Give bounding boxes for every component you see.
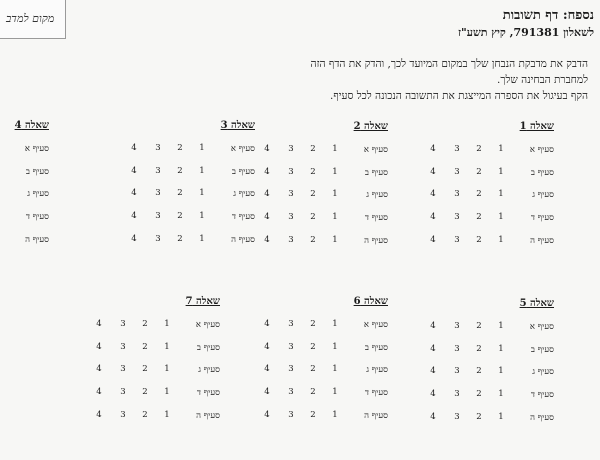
answer-option-2[interactable]: 2 — [310, 144, 316, 154]
item-label: סעיף ה — [364, 236, 388, 246]
answer-option-4[interactable]: 4 — [430, 167, 436, 177]
question-block-2 — [248, 121, 388, 251]
answer-option-1[interactable]: 1 — [332, 387, 338, 397]
item-label: סעיף ה — [364, 411, 388, 421]
instruction-circle: הקף בעיגול את הספרה המייצגת את התשובה הנכונה לכל סעיף. — [329, 90, 588, 102]
answer-option-4[interactable]: 4 — [131, 234, 137, 244]
answer-option-2[interactable]: 2 — [310, 387, 316, 397]
answer-row — [414, 389, 554, 405]
answer-option-3[interactable]: 3 — [288, 364, 294, 374]
item-label: סעיף א — [230, 144, 255, 154]
answer-row — [248, 235, 388, 251]
answer-option-3[interactable]: 3 — [454, 389, 460, 399]
answer-option-3[interactable]: 3 — [288, 189, 294, 199]
answer-option-2[interactable]: 2 — [476, 389, 482, 399]
answer-option-1[interactable]: 1 — [332, 189, 338, 199]
answer-row — [248, 387, 388, 403]
item-label: סעיף ג — [366, 190, 388, 200]
answer-option-4[interactable]: 4 — [131, 211, 137, 221]
answer-option-1[interactable]: 1 — [164, 410, 170, 420]
answer-option-2[interactable]: 2 — [177, 166, 183, 176]
answer-option-2[interactable]: 2 — [142, 342, 148, 352]
answer-option-3[interactable]: 3 — [120, 387, 126, 397]
question-title: שאלה 6 — [353, 296, 388, 307]
question-block-1 — [414, 121, 554, 251]
question-title: שאלה 2 — [353, 121, 388, 132]
answer-row — [414, 189, 554, 205]
item-label: סעיף ב — [364, 168, 388, 178]
answer-option-2[interactable]: 2 — [476, 212, 482, 222]
answer-option-4[interactable]: 4 — [264, 212, 270, 222]
answer-row — [414, 321, 554, 337]
answer-option-2[interactable]: 2 — [476, 321, 482, 331]
answer-row — [80, 387, 220, 403]
answer-option-4[interactable]: 4 — [131, 166, 137, 176]
answer-option-2[interactable]: 2 — [142, 387, 148, 397]
answer-option-1[interactable]: 1 — [332, 167, 338, 177]
item-label: סעיף ד — [25, 212, 49, 222]
answer-option-3[interactable]: 3 — [454, 366, 460, 376]
answer-row — [0, 143, 49, 159]
item-label: סעיף ב — [196, 343, 220, 353]
sticker-placeholder-label: מקום למדב — [6, 12, 55, 25]
answer-row — [80, 410, 220, 426]
answer-option-4[interactable]: 4 — [264, 189, 270, 199]
question-block-6 — [248, 296, 388, 426]
answer-row — [0, 211, 49, 227]
question-title: שאלה 1 — [519, 121, 554, 132]
answer-option-3[interactable]: 3 — [454, 189, 460, 199]
item-label: סעיף ה — [25, 235, 49, 245]
answer-option-2[interactable]: 2 — [142, 364, 148, 374]
answer-option-1[interactable] — [0, 188, 1, 198]
answer-row — [0, 234, 49, 250]
answer-option-1[interactable]: 1 — [199, 188, 205, 198]
answer-option-1[interactable]: 1 — [498, 344, 504, 354]
answer-option-2[interactable]: 2 — [310, 410, 316, 420]
item-label: סעיף ב — [231, 167, 255, 177]
answer-option-4[interactable]: 4 — [264, 342, 270, 352]
answer-option-2[interactable]: 2 — [142, 319, 148, 329]
answer-option-1[interactable]: 1 — [498, 167, 504, 177]
question-title: שאלה 7 — [185, 296, 220, 307]
instruction-sticker: הדבק את מדבקת הנבחן שלך במקום המיועד לכך, והדק את הדף הזה למחברת הבחינה שלך. — [310, 58, 588, 86]
question-title: שאלה 3 — [220, 120, 255, 131]
answer-option-1[interactable]: 1 — [332, 342, 338, 352]
answer-row — [115, 211, 255, 227]
answer-option-2[interactable]: 2 — [310, 342, 316, 352]
answer-row — [414, 344, 554, 360]
item-label: סעיף ה — [231, 235, 255, 245]
answer-option-3[interactable]: 3 — [454, 321, 460, 331]
answer-option-1[interactable] — [0, 166, 1, 176]
answer-option-1[interactable]: 1 — [332, 235, 338, 245]
answer-option-3[interactable]: 3 — [454, 235, 460, 245]
answer-option-4[interactable]: 4 — [264, 144, 270, 154]
answer-row — [80, 364, 220, 380]
answer-option-4[interactable]: 4 — [264, 364, 270, 374]
answer-option-4[interactable]: 4 — [96, 319, 102, 329]
answer-row — [0, 188, 49, 204]
sticker-placeholder — [0, 0, 66, 39]
answer-option-3[interactable]: 3 — [288, 144, 294, 154]
item-label: סעיף א — [363, 145, 388, 155]
answer-option-1[interactable] — [0, 211, 1, 221]
answer-option-1[interactable]: 1 — [498, 412, 504, 422]
answer-option-4[interactable]: 4 — [430, 366, 436, 376]
answer-option-1[interactable]: 1 — [164, 387, 170, 397]
answer-option-3[interactable]: 3 — [120, 319, 126, 329]
item-label: סעיף ד — [364, 388, 388, 398]
answer-option-4[interactable]: 4 — [430, 321, 436, 331]
answer-option-4[interactable]: 4 — [131, 143, 137, 153]
answer-row — [80, 319, 220, 335]
item-label: סעיף ד — [530, 213, 554, 223]
answer-option-4[interactable]: 4 — [264, 410, 270, 420]
answer-option-2[interactable]: 2 — [476, 167, 482, 177]
answer-option-3[interactable]: 3 — [288, 387, 294, 397]
answer-option-3[interactable]: 3 — [120, 342, 126, 352]
question-block-5 — [414, 298, 554, 428]
answer-option-3[interactable]: 3 — [454, 212, 460, 222]
answer-option-4[interactable]: 4 — [96, 364, 102, 374]
answer-option-1[interactable]: 1 — [332, 410, 338, 420]
item-label: סעיף א — [529, 322, 554, 332]
answer-option-4[interactable]: 4 — [264, 167, 270, 177]
answer-option-3[interactable]: 3 — [120, 364, 126, 374]
item-label: סעיף ג — [198, 365, 220, 375]
answer-option-3[interactable]: 3 — [155, 166, 161, 176]
item-label: סעיף ב — [364, 343, 388, 353]
item-label: סעיף ב — [25, 167, 49, 177]
answer-option-1[interactable]: 1 — [498, 212, 504, 222]
answer-row — [248, 364, 388, 380]
answer-option-3[interactable]: 3 — [288, 167, 294, 177]
answer-option-2[interactable]: 2 — [310, 235, 316, 245]
item-label: סעיף ה — [196, 411, 220, 421]
answer-option-3[interactable]: 3 — [155, 211, 161, 221]
page-title: נספח: דף תשובות — [502, 8, 594, 23]
answer-option-1[interactable]: 1 — [332, 364, 338, 374]
item-label: סעיף א — [195, 320, 220, 330]
answer-row — [248, 167, 388, 183]
answer-row — [414, 235, 554, 251]
answer-option-2[interactable]: 2 — [476, 189, 482, 199]
item-label: סעיף ג — [532, 190, 554, 200]
answer-option-4[interactable]: 4 — [430, 344, 436, 354]
answer-option-4[interactable]: 4 — [96, 410, 102, 420]
answer-option-3[interactable]: 3 — [288, 212, 294, 222]
answer-row — [115, 166, 255, 182]
answer-option-1[interactable]: 1 — [164, 364, 170, 374]
answer-option-1[interactable]: 1 — [332, 319, 338, 329]
item-label: סעיף ג — [27, 189, 49, 199]
answer-option-1[interactable]: 1 — [498, 389, 504, 399]
answer-option-3[interactable]: 3 — [454, 144, 460, 154]
answer-row — [414, 366, 554, 382]
answer-row — [80, 342, 220, 358]
answer-option-1[interactable]: 1 — [498, 321, 504, 331]
answer-option-1[interactable]: 1 — [164, 319, 170, 329]
question-block-3 — [115, 120, 255, 250]
answer-option-4[interactable]: 4 — [264, 319, 270, 329]
answer-option-4[interactable]: 4 — [430, 189, 436, 199]
answer-option-3[interactable]: 3 — [288, 410, 294, 420]
item-label: סעיף ה — [530, 413, 554, 423]
answer-option-2[interactable]: 2 — [476, 412, 482, 422]
answer-row — [414, 212, 554, 228]
answer-row — [414, 144, 554, 160]
answer-row — [115, 143, 255, 159]
answer-option-2[interactable]: 2 — [476, 235, 482, 245]
answer-row — [248, 189, 388, 205]
answer-option-4[interactable]: 4 — [264, 235, 270, 245]
answer-option-2[interactable]: 2 — [476, 344, 482, 354]
answer-option-4[interactable]: 4 — [430, 144, 436, 154]
answer-row — [248, 212, 388, 228]
exam-subtitle: לשאלון 791381, קיץ תשע"ז — [457, 26, 594, 39]
answer-option-4[interactable]: 4 — [430, 412, 436, 422]
answer-option-3[interactable]: 3 — [120, 410, 126, 420]
answer-row — [115, 234, 255, 250]
answer-option-2[interactable]: 2 — [310, 189, 316, 199]
answer-option-4[interactable]: 4 — [96, 342, 102, 352]
answer-row — [248, 410, 388, 426]
question-block-4 — [0, 120, 49, 250]
answer-option-4[interactable]: 4 — [264, 387, 270, 397]
answer-option-4[interactable]: 4 — [430, 235, 436, 245]
answer-option-1[interactable]: 1 — [498, 189, 504, 199]
answer-option-3[interactable]: 3 — [288, 235, 294, 245]
answer-row — [248, 342, 388, 358]
answer-option-4[interactable]: 4 — [430, 212, 436, 222]
answer-row — [115, 188, 255, 204]
item-label: סעיף ד — [196, 388, 220, 398]
answer-option-2[interactable]: 2 — [310, 319, 316, 329]
answer-option-3[interactable]: 3 — [155, 143, 161, 153]
answer-option-2[interactable]: 2 — [310, 212, 316, 222]
question-title: שאלה 5 — [519, 298, 554, 309]
item-label: סעיף ג — [532, 367, 554, 377]
answer-option-2[interactable]: 2 — [177, 188, 183, 198]
answer-option-2[interactable]: 2 — [177, 143, 183, 153]
answer-option-3[interactable]: 3 — [155, 234, 161, 244]
answer-option-3[interactable]: 3 — [288, 319, 294, 329]
item-label: סעיף ב — [530, 168, 554, 178]
answer-option-4[interactable]: 4 — [430, 389, 436, 399]
answer-option-1[interactable]: 1 — [498, 235, 504, 245]
answer-row — [248, 144, 388, 160]
answer-row — [0, 166, 49, 182]
answer-option-1[interactable]: 1 — [199, 143, 205, 153]
answer-option-3[interactable]: 3 — [454, 167, 460, 177]
answer-option-3[interactable]: 3 — [155, 188, 161, 198]
answer-row — [414, 412, 554, 428]
answer-option-1[interactable] — [0, 143, 1, 153]
answer-row — [248, 319, 388, 335]
answer-option-4[interactable]: 4 — [96, 387, 102, 397]
answer-row — [414, 167, 554, 183]
answer-option-1[interactable]: 1 — [498, 366, 504, 376]
answer-option-2[interactable]: 2 — [177, 211, 183, 221]
answer-option-3[interactable]: 3 — [454, 412, 460, 422]
answer-option-2[interactable]: 2 — [142, 410, 148, 420]
item-label: סעיף ד — [530, 390, 554, 400]
answer-option-1[interactable]: 1 — [199, 234, 205, 244]
answer-option-2[interactable]: 2 — [310, 364, 316, 374]
answer-option-2[interactable]: 2 — [476, 366, 482, 376]
answer-option-1[interactable]: 1 — [199, 166, 205, 176]
answer-option-1[interactable]: 1 — [332, 144, 338, 154]
item-label: סעיף א — [529, 145, 554, 155]
answer-option-1[interactable] — [0, 234, 1, 244]
question-block-7 — [80, 296, 220, 426]
answer-option-2[interactable]: 2 — [310, 167, 316, 177]
item-label: סעיף א — [363, 320, 388, 330]
answer-option-3[interactable]: 3 — [454, 344, 460, 354]
item-label: סעיף ד — [231, 212, 255, 222]
item-label: סעיף ג — [366, 365, 388, 375]
item-label: סעיף ה — [530, 236, 554, 246]
answer-option-1[interactable]: 1 — [199, 211, 205, 221]
answer-option-1[interactable]: 1 — [164, 342, 170, 352]
item-label: סעיף ב — [530, 345, 554, 355]
answer-option-1[interactable]: 1 — [498, 144, 504, 154]
answer-option-3[interactable]: 3 — [288, 342, 294, 352]
item-label: סעיף ג — [233, 189, 255, 199]
answer-option-1[interactable]: 1 — [332, 212, 338, 222]
answer-option-2[interactable]: 2 — [476, 144, 482, 154]
question-title: שאלה 4 — [14, 120, 49, 131]
item-label: סעיף א — [24, 144, 49, 154]
answer-option-2[interactable]: 2 — [177, 234, 183, 244]
item-label: סעיף ד — [364, 213, 388, 223]
answer-option-4[interactable]: 4 — [131, 188, 137, 198]
